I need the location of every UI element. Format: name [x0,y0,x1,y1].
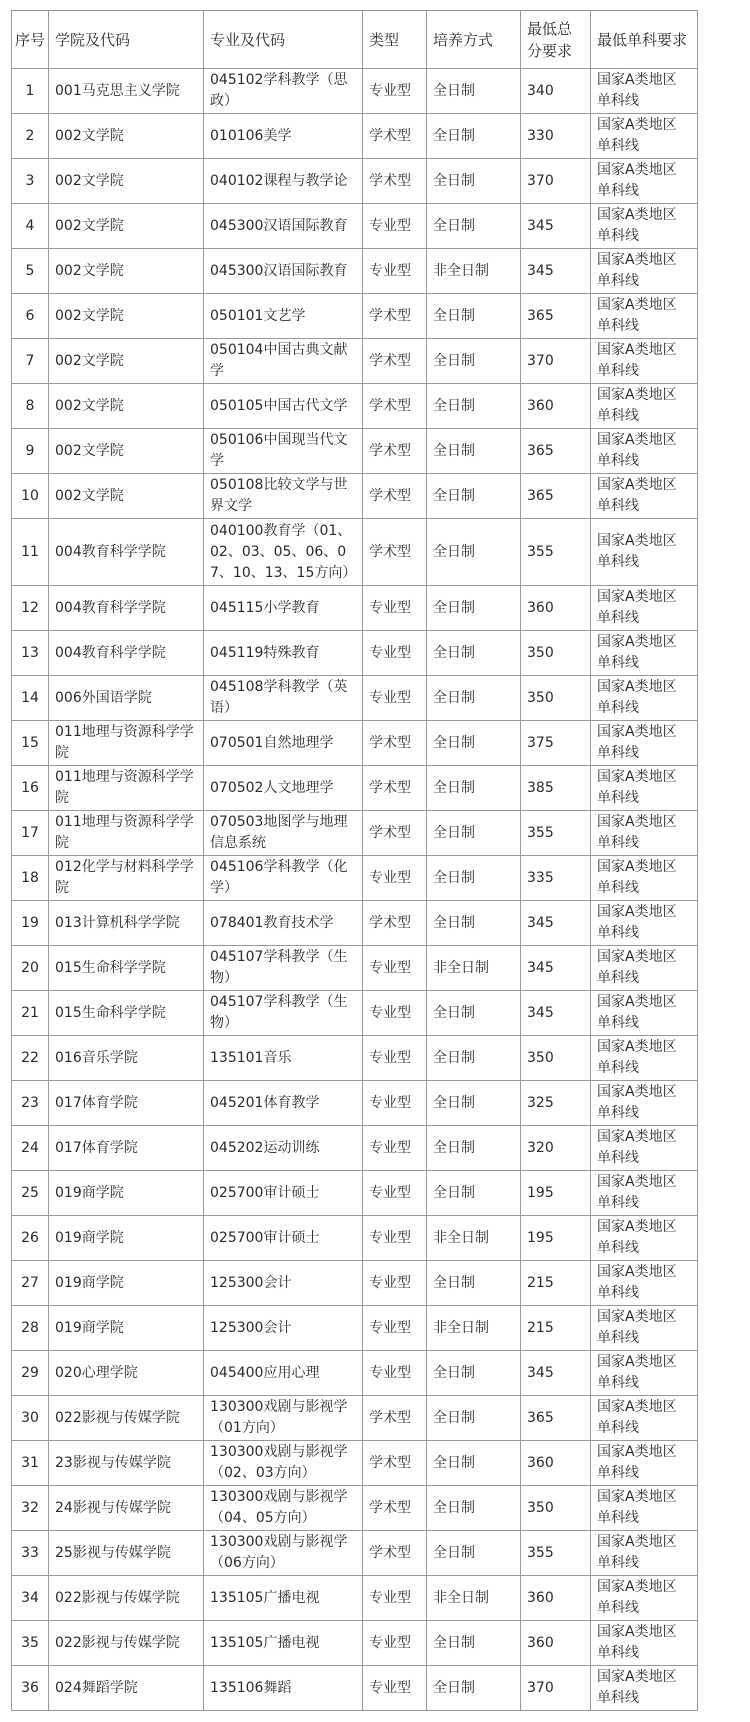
cell-index: 35 [12,1621,49,1666]
cell-type: 学术型 [363,159,427,204]
cell-college: 020心理学院 [49,1351,204,1396]
cell-index: 36 [12,1666,49,1711]
cell-index: 25 [12,1171,49,1216]
table-row [12,991,698,1036]
cell-min-single: 国家A类地区单科线 [591,676,698,721]
table-row [12,901,698,946]
cell-min-total: 350 [521,1036,591,1081]
cell-min-single: 国家A类地区单科线 [591,1171,698,1216]
cell-min-single: 国家A类地区单科线 [591,1396,698,1441]
cell-mode: 全日制 [427,69,521,114]
cell-major: 135101音乐 [204,1036,363,1081]
cell-major: 045102学科教学（思政） [204,69,363,114]
cell-mode: 非全日制 [427,946,521,991]
cell-min-total: 360 [521,384,591,429]
cell-min-total: 215 [521,1261,591,1306]
cell-major: 125300会计 [204,1261,363,1306]
cell-min-single: 国家A类地区单科线 [591,1621,698,1666]
cell-min-total: 325 [521,1081,591,1126]
cell-college: 25影视与传媒学院 [49,1531,204,1576]
cell-min-single: 国家A类地区单科线 [591,1486,698,1531]
cell-type: 专业型 [363,1576,427,1621]
cell-min-single: 国家A类地区单科线 [591,249,698,294]
cell-mode: 全日制 [427,1126,521,1171]
cell-type: 学术型 [363,474,427,519]
table-row [12,766,698,811]
cell-min-single: 国家A类地区单科线 [591,1126,698,1171]
cell-type: 学术型 [363,1441,427,1486]
cell-mode: 全日制 [427,721,521,766]
cell-min-total: 370 [521,159,591,204]
cell-index: 30 [12,1396,49,1441]
cell-type: 专业型 [363,1171,427,1216]
cell-college: 022影视与传媒学院 [49,1621,204,1666]
cell-major: 045300汉语国际教育 [204,249,363,294]
cell-mode: 全日制 [427,1351,521,1396]
cell-mode: 全日制 [427,991,521,1036]
table-row [12,1666,698,1711]
cell-min-total: 330 [521,114,591,159]
table-row [12,1531,698,1576]
cell-min-single: 国家A类地区单科线 [591,766,698,811]
table-row [12,1621,698,1666]
cell-mode: 全日制 [427,811,521,856]
cell-major: 130300戏剧与影视学（04、05方向） [204,1486,363,1531]
header-min-single: 最低单科要求 [591,11,698,69]
cell-college: 019商学院 [49,1171,204,1216]
table-row [12,1126,698,1171]
cell-mode: 全日制 [427,114,521,159]
cell-min-single: 国家A类地区单科线 [591,1351,698,1396]
header-type: 类型 [363,11,427,69]
cell-major: 078401教育技术学 [204,901,363,946]
cell-major: 050108比较文学与世界文学 [204,474,363,519]
cell-mode: 全日制 [427,159,521,204]
cell-mode: 全日制 [427,856,521,901]
cell-mode: 全日制 [427,1171,521,1216]
cell-type: 学术型 [363,901,427,946]
cell-min-total: 385 [521,766,591,811]
cell-mode: 非全日制 [427,1216,521,1261]
cell-type: 学术型 [363,294,427,339]
table-row [12,294,698,339]
cell-mode: 全日制 [427,384,521,429]
cell-major: 025700审计硕士 [204,1171,363,1216]
cell-min-total: 345 [521,901,591,946]
cell-mode: 全日制 [427,1036,521,1081]
table-row [12,1036,698,1081]
cell-min-total: 350 [521,631,591,676]
cell-min-total: 345 [521,249,591,294]
table-row [12,159,698,204]
cell-min-total: 195 [521,1216,591,1261]
cell-index: 26 [12,1216,49,1261]
cell-college: 019商学院 [49,1216,204,1261]
cell-college: 011地理与资源科学学院 [49,811,204,856]
table-row [12,1171,698,1216]
cell-type: 专业型 [363,1036,427,1081]
cell-college: 019商学院 [49,1261,204,1306]
table-row [12,384,698,429]
cell-college: 002文学院 [49,204,204,249]
cell-min-single: 国家A类地区单科线 [591,991,698,1036]
cell-type: 专业型 [363,1216,427,1261]
cell-type: 学术型 [363,429,427,474]
header-min-total: 最低总分要求 [521,11,591,69]
cell-index: 29 [12,1351,49,1396]
cell-type: 专业型 [363,69,427,114]
cell-min-total: 345 [521,991,591,1036]
cell-mode: 全日制 [427,1531,521,1576]
cell-mode: 全日制 [427,204,521,249]
cell-type: 专业型 [363,1081,427,1126]
cell-min-total: 195 [521,1171,591,1216]
cell-type: 专业型 [363,676,427,721]
cell-min-total: 355 [521,519,591,586]
table-row [12,429,698,474]
cell-index: 11 [12,519,49,586]
cell-mode: 全日制 [427,901,521,946]
cell-type: 学术型 [363,519,427,586]
cell-mode: 全日制 [427,519,521,586]
cell-index: 8 [12,384,49,429]
cell-min-total: 365 [521,474,591,519]
cell-major: 130300戏剧与影视学（06方向） [204,1531,363,1576]
table-row [12,811,698,856]
cell-min-total: 350 [521,676,591,721]
cell-mode: 全日制 [427,1666,521,1711]
cell-min-single: 国家A类地区单科线 [591,586,698,631]
cell-min-single: 国家A类地区单科线 [591,339,698,384]
cell-type: 学术型 [363,1531,427,1576]
cell-min-single: 国家A类地区单科线 [591,519,698,586]
cell-min-total: 345 [521,204,591,249]
table-row [12,721,698,766]
cell-mode: 全日制 [427,1441,521,1486]
cell-mode: 全日制 [427,586,521,631]
header-college: 学院及代码 [49,11,204,69]
cell-college: 006外国语学院 [49,676,204,721]
cell-mode: 全日制 [427,294,521,339]
cell-major: 040100教育学（01、02、03、05、06、07、10、13、15方向） [204,519,363,586]
cell-mode: 全日制 [427,429,521,474]
cell-major: 070501自然地理学 [204,721,363,766]
cell-min-single: 国家A类地区单科线 [591,856,698,901]
cell-college: 002文学院 [49,339,204,384]
table-row [12,1396,698,1441]
cell-mode: 全日制 [427,1396,521,1441]
cell-mode: 全日制 [427,1621,521,1666]
cell-college: 24影视与传媒学院 [49,1486,204,1531]
cell-mode: 全日制 [427,1261,521,1306]
cell-college: 004教育科学学院 [49,631,204,676]
table-row [12,1351,698,1396]
cell-type: 专业型 [363,586,427,631]
cell-type: 学术型 [363,811,427,856]
cell-college: 016音乐学院 [49,1036,204,1081]
cell-index: 20 [12,946,49,991]
cell-index: 34 [12,1576,49,1621]
cell-min-total: 370 [521,339,591,384]
table-row [12,249,698,294]
table-row [12,586,698,631]
table-row [12,676,698,721]
cell-major: 050106中国现当代文学 [204,429,363,474]
header-index: 序号 [12,11,49,69]
cell-type: 专业型 [363,1621,427,1666]
cell-major: 045400应用心理 [204,1351,363,1396]
cell-major: 050101文艺学 [204,294,363,339]
cell-major: 025700审计硕士 [204,1216,363,1261]
cell-min-total: 365 [521,1396,591,1441]
cell-index: 10 [12,474,49,519]
cell-index: 33 [12,1531,49,1576]
cell-min-total: 360 [521,586,591,631]
cell-type: 专业型 [363,1261,427,1306]
cell-major: 045202运动训练 [204,1126,363,1171]
cell-major: 045119特殊教育 [204,631,363,676]
cell-min-single: 国家A类地区单科线 [591,429,698,474]
cell-min-total: 355 [521,811,591,856]
cell-type: 学术型 [363,114,427,159]
cell-college: 017体育学院 [49,1081,204,1126]
cell-college: 23影视与传媒学院 [49,1441,204,1486]
cell-mode: 全日制 [427,631,521,676]
cell-min-total: 355 [521,1531,591,1576]
table-row [12,1261,698,1306]
cell-index: 23 [12,1081,49,1126]
table-row [12,1486,698,1531]
cell-index: 17 [12,811,49,856]
cell-college: 011地理与资源科学学院 [49,766,204,811]
table-row [12,1306,698,1351]
cell-min-single: 国家A类地区单科线 [591,474,698,519]
cell-index: 32 [12,1486,49,1531]
header-row [12,11,698,69]
cell-min-total: 365 [521,294,591,339]
cell-type: 专业型 [363,1306,427,1351]
cell-min-total: 360 [521,1441,591,1486]
cell-major: 045107学科教学（生物） [204,946,363,991]
cell-type: 学术型 [363,339,427,384]
cell-index: 18 [12,856,49,901]
cell-mode: 非全日制 [427,249,521,294]
cell-min-single: 国家A类地区单科线 [591,901,698,946]
header-major: 专业及代码 [204,11,363,69]
cell-min-single: 国家A类地区单科线 [591,114,698,159]
cell-mode: 非全日制 [427,1576,521,1621]
cell-major: 040102课程与教学论 [204,159,363,204]
cell-mode: 全日制 [427,766,521,811]
cell-major: 045201体育教学 [204,1081,363,1126]
cell-type: 专业型 [363,856,427,901]
cell-min-total: 340 [521,69,591,114]
cell-index: 9 [12,429,49,474]
cell-min-single: 国家A类地区单科线 [591,1666,698,1711]
cell-college: 001马克思主义学院 [49,69,204,114]
cell-type: 学术型 [363,384,427,429]
table-row [12,69,698,114]
cell-min-total: 360 [521,1576,591,1621]
cell-mode: 全日制 [427,676,521,721]
cell-index: 19 [12,901,49,946]
cell-min-single: 国家A类地区单科线 [591,1216,698,1261]
cell-college: 019商学院 [49,1306,204,1351]
table-row [12,1081,698,1126]
cell-index: 21 [12,991,49,1036]
cell-mode: 全日制 [427,1486,521,1531]
cell-type: 专业型 [363,1126,427,1171]
cell-college: 011地理与资源科学学院 [49,721,204,766]
cell-index: 24 [12,1126,49,1171]
cell-college: 002文学院 [49,429,204,474]
header-mode: 培养方式 [427,11,521,69]
cell-major: 070502人文地理学 [204,766,363,811]
cell-min-single: 国家A类地区单科线 [591,946,698,991]
cell-college: 004教育科学学院 [49,586,204,631]
cell-major: 050104中国古典文献学 [204,339,363,384]
cell-college: 017体育学院 [49,1126,204,1171]
cell-type: 学术型 [363,721,427,766]
table-row [12,946,698,991]
cell-index: 16 [12,766,49,811]
cell-mode: 全日制 [427,339,521,384]
table-row [12,1216,698,1261]
cell-index: 3 [12,159,49,204]
cell-min-total: 360 [521,1621,591,1666]
cell-min-single: 国家A类地区单科线 [591,1081,698,1126]
cell-min-total: 345 [521,1351,591,1396]
cell-min-total: 365 [521,429,591,474]
table-row [12,856,698,901]
cell-type: 专业型 [363,991,427,1036]
table-row [12,339,698,384]
cell-mode: 全日制 [427,474,521,519]
cell-major: 135106舞蹈 [204,1666,363,1711]
cell-major: 070503地图学与地理信息系统 [204,811,363,856]
cell-index: 13 [12,631,49,676]
cell-index: 27 [12,1261,49,1306]
cell-major: 045107学科教学（生物） [204,991,363,1036]
cell-index: 4 [12,204,49,249]
cell-index: 28 [12,1306,49,1351]
cell-index: 22 [12,1036,49,1081]
cell-major: 125300会计 [204,1306,363,1351]
cell-type: 学术型 [363,1396,427,1441]
table-row [12,519,698,586]
cell-major: 135105广播电视 [204,1621,363,1666]
cell-index: 15 [12,721,49,766]
cell-type: 专业型 [363,1666,427,1711]
cell-min-single: 国家A类地区单科线 [591,159,698,204]
cell-min-single: 国家A类地区单科线 [591,811,698,856]
table-row [12,1576,698,1621]
cell-min-single: 国家A类地区单科线 [591,1531,698,1576]
cell-college: 012化学与材料科学学院 [49,856,204,901]
cell-college: 022影视与传媒学院 [49,1396,204,1441]
cell-mode: 全日制 [427,1081,521,1126]
cell-index: 7 [12,339,49,384]
cell-major: 130300戏剧与影视学（01方向） [204,1396,363,1441]
cell-major: 045106学科教学（化学） [204,856,363,901]
cell-college: 015生命科学学院 [49,946,204,991]
cell-min-total: 335 [521,856,591,901]
cell-type: 专业型 [363,631,427,676]
cell-index: 6 [12,294,49,339]
cell-index: 2 [12,114,49,159]
cell-college: 002文学院 [49,294,204,339]
cell-type: 学术型 [363,766,427,811]
table-row [12,204,698,249]
cell-index: 5 [12,249,49,294]
cell-college: 002文学院 [49,159,204,204]
cell-min-single: 国家A类地区单科线 [591,204,698,249]
cell-min-single: 国家A类地区单科线 [591,1576,698,1621]
cell-type: 专业型 [363,249,427,294]
cell-min-single: 国家A类地区单科线 [591,721,698,766]
cell-min-total: 350 [521,1486,591,1531]
table-row [12,1441,698,1486]
cell-type: 专业型 [363,204,427,249]
cell-major: 135105广播电视 [204,1576,363,1621]
cell-index: 14 [12,676,49,721]
cell-index: 1 [12,69,49,114]
cell-major: 045115小学教育 [204,586,363,631]
cell-mode: 非全日制 [427,1306,521,1351]
cell-college: 022影视与传媒学院 [49,1576,204,1621]
cell-min-single: 国家A类地区单科线 [591,69,698,114]
table-body [12,69,698,1711]
cell-min-single: 国家A类地区单科线 [591,1036,698,1081]
cell-min-total: 215 [521,1306,591,1351]
cell-min-single: 国家A类地区单科线 [591,1261,698,1306]
score-table [11,10,698,1711]
cell-college: 002文学院 [49,474,204,519]
cell-major: 010106美学 [204,114,363,159]
cell-min-total: 345 [521,946,591,991]
cell-min-single: 国家A类地区单科线 [591,631,698,676]
cell-college: 024舞蹈学院 [49,1666,204,1711]
cell-college: 002文学院 [49,249,204,294]
cell-min-single: 国家A类地区单科线 [591,384,698,429]
cell-college: 004教育科学学院 [49,519,204,586]
cell-index: 31 [12,1441,49,1486]
cell-type: 专业型 [363,1351,427,1396]
table-row [12,474,698,519]
cell-major: 045108学科教学（英语） [204,676,363,721]
cell-index: 12 [12,586,49,631]
cell-college: 015生命科学学院 [49,991,204,1036]
cell-college: 002文学院 [49,114,204,159]
table-row [12,114,698,159]
cell-major: 130300戏剧与影视学（02、03方向） [204,1441,363,1486]
cell-min-single: 国家A类地区单科线 [591,1441,698,1486]
cell-type: 专业型 [363,946,427,991]
cell-college: 013计算机科学学院 [49,901,204,946]
cell-min-total: 370 [521,1666,591,1711]
table-row [12,631,698,676]
cell-college: 002文学院 [49,384,204,429]
cell-min-total: 375 [521,721,591,766]
cell-type: 学术型 [363,1486,427,1531]
cell-min-single: 国家A类地区单科线 [591,1306,698,1351]
cell-min-single: 国家A类地区单科线 [591,294,698,339]
cell-min-total: 320 [521,1126,591,1171]
cell-major: 045300汉语国际教育 [204,204,363,249]
cell-major: 050105中国古代文学 [204,384,363,429]
